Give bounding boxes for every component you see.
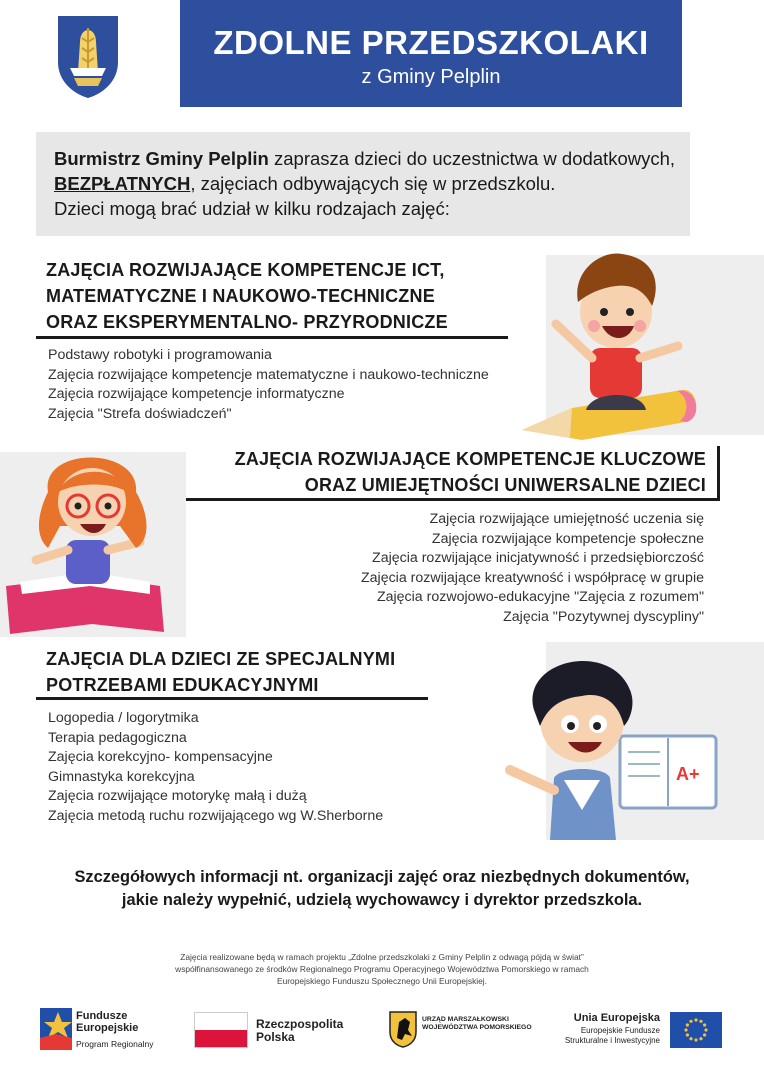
svg-text:A+: A+ [676,764,700,784]
logo-text-line: Unia Europejska [573,1012,660,1024]
list-item: Podstawy robotyki i programowania [48,347,272,363]
boy-on-pencil-illustration [512,240,712,440]
list-item: Zajęcia rozwijające kreatywność i współpracę w grupie [360,569,704,586]
list-item: Zajęcia korekcyjno- kompensacyjne [48,749,273,765]
list-item: Zajęcia rozwijające kompetencje matematyczne i naukowo-techniczne [48,366,489,383]
fundusze-logo-sub: Program Regionalny [76,1039,154,1049]
list-item: Terapia pedagogiczna [48,729,187,746]
logo-text-line: Europejskie [76,1022,139,1034]
list-item: Zajęcia rozwijające inicjatywność i przedsiębiorczość [372,550,704,566]
section-1-title-line: ORAZ EKSPERYMENTALNO- PRZYRODNICZE [46,312,448,332]
intro-text-2: , zajęciach odbywających się w przedszkolu. [190,173,556,194]
page-subtitle: z Gminy Pelplin [361,66,501,88]
project-note [90,951,674,987]
list-item: Zajęcia metodą ruchu rozwijającego wg W.Sherborne [48,807,384,824]
logo-text-line: WOJEWÓDZTWA POMORSKIEGO [422,1024,532,1031]
list-item: Zajęcia rozwojowo-edukacyjne "Zajęcia z rozumem" [376,589,704,605]
boy-with-notebook-illustration [490,640,730,840]
footer-info [40,866,724,912]
section-2-title-line: ZAJĘCIA ROZWIJAJĄCE KOMPETENCJE KLUCZOWE [234,449,706,469]
section-3-title [46,646,395,698]
section-2-underline [186,498,720,501]
section-1-title [46,257,448,335]
intro-box [36,132,690,236]
footer-info-line: Szczegółowych informacji nt. organizacji zajęć oraz niezbędnych dokumentów, [74,868,690,886]
logo-text-line: Polska [256,1030,295,1044]
section-3-title-line: ZAJĘCIA DLA DZIECI ZE SPECJALNYMI [46,649,396,669]
logo-text-line: Fundusze [76,1010,128,1022]
header-banner [180,0,682,107]
page-title: ZDOLNE PRZEDSZKOLAKI [213,24,649,61]
section-3-underline [36,697,428,700]
project-note-line: Europejskiego Funduszu Społecznego Unii Europejskiej. [277,976,487,986]
logo-text-line: Rzeczpospolita [256,1017,344,1031]
logo-text-line: Europejskie Fundusze [580,1026,660,1035]
eu-flag-icon [670,1012,722,1048]
footer-info-line: jakie należy wypełnić, udzielą wychowawcy i dyrektor przedszkola. [121,891,643,909]
pelplin-crest-logo [52,12,124,100]
section-2-title [186,446,706,498]
intro-text [54,146,684,221]
section-2-title-line: ORAZ UMIEJĘTNOŚCI UNIWERSALNE DZIECI [304,475,706,495]
list-item: Zajęcia "Pozytywnej dyscypliny" [503,608,704,625]
fundusze-europejskie-logo-mark [40,1008,72,1050]
section-2-side-rule [717,446,720,501]
logo-text-line: URZĄD MARSZAŁKOWSKI [422,1016,509,1023]
fundusze-logo-text [76,1010,138,1034]
polish-flag-icon [194,1012,248,1048]
section-1-list [48,346,489,424]
project-note-line: Zajęcia realizowane będą w ramach projektu „Zdolne przedszkolaki z Gminy Pelplin z odwagą pójdą w świat” [180,952,584,962]
rp-logo-text [256,1018,343,1044]
section-1-title-line: ZAJĘCIA ROZWIJAJĄCE KOMPETENCJE ICT, [46,260,445,280]
list-item: Zajęcia "Strefa doświadczeń" [48,405,232,422]
list-item: Logopedia / logorytmika [48,710,199,726]
intro-underlined: BEZPŁATNYCH [54,173,191,194]
section-2-list [300,510,704,627]
intro-strong: Burmistrz Gminy Pelplin [54,148,269,169]
section-1-title-line: MATEMATYCZNE I NAUKOWO-TECHNICZNE [46,286,435,306]
girl-with-book-illustration [0,436,190,636]
list-item: Zajęcia rozwijające kompetencje informatyczne [48,386,345,402]
list-item: Zajęcia rozwijające kompetencje społeczne [431,530,704,547]
logo-text-line: Strukturalne i Inwestycyjne [564,1036,660,1045]
intro-text-1: zaprasza dzieci do uczestnictwa w dodatkowych, [268,148,676,169]
urzad-logo-text [422,1016,532,1032]
project-note-line: współfinansowanego ze środków Regionalnego Programu Operacyjnego Województwa Pomorskiego w ramach [175,964,589,974]
ue-logo-text [548,1012,660,1046]
pomorskie-griffin-logo [388,1010,418,1048]
intro-text-3: Dzieci mogą brać udział w kilku rodzajach zajęć: [54,198,450,219]
list-item: Zajęcia rozwijające umiejętność uczenia się [429,511,704,527]
section-3-title-line: POTRZEBAMI EDUKACYJNYMI [46,675,319,695]
list-item: Zajęcia rozwijające motorykę małą i dużą [48,788,307,804]
section-3-list [48,709,383,826]
section-1-underline [36,336,508,339]
list-item: Gimnastyka korekcyjna [48,768,195,785]
